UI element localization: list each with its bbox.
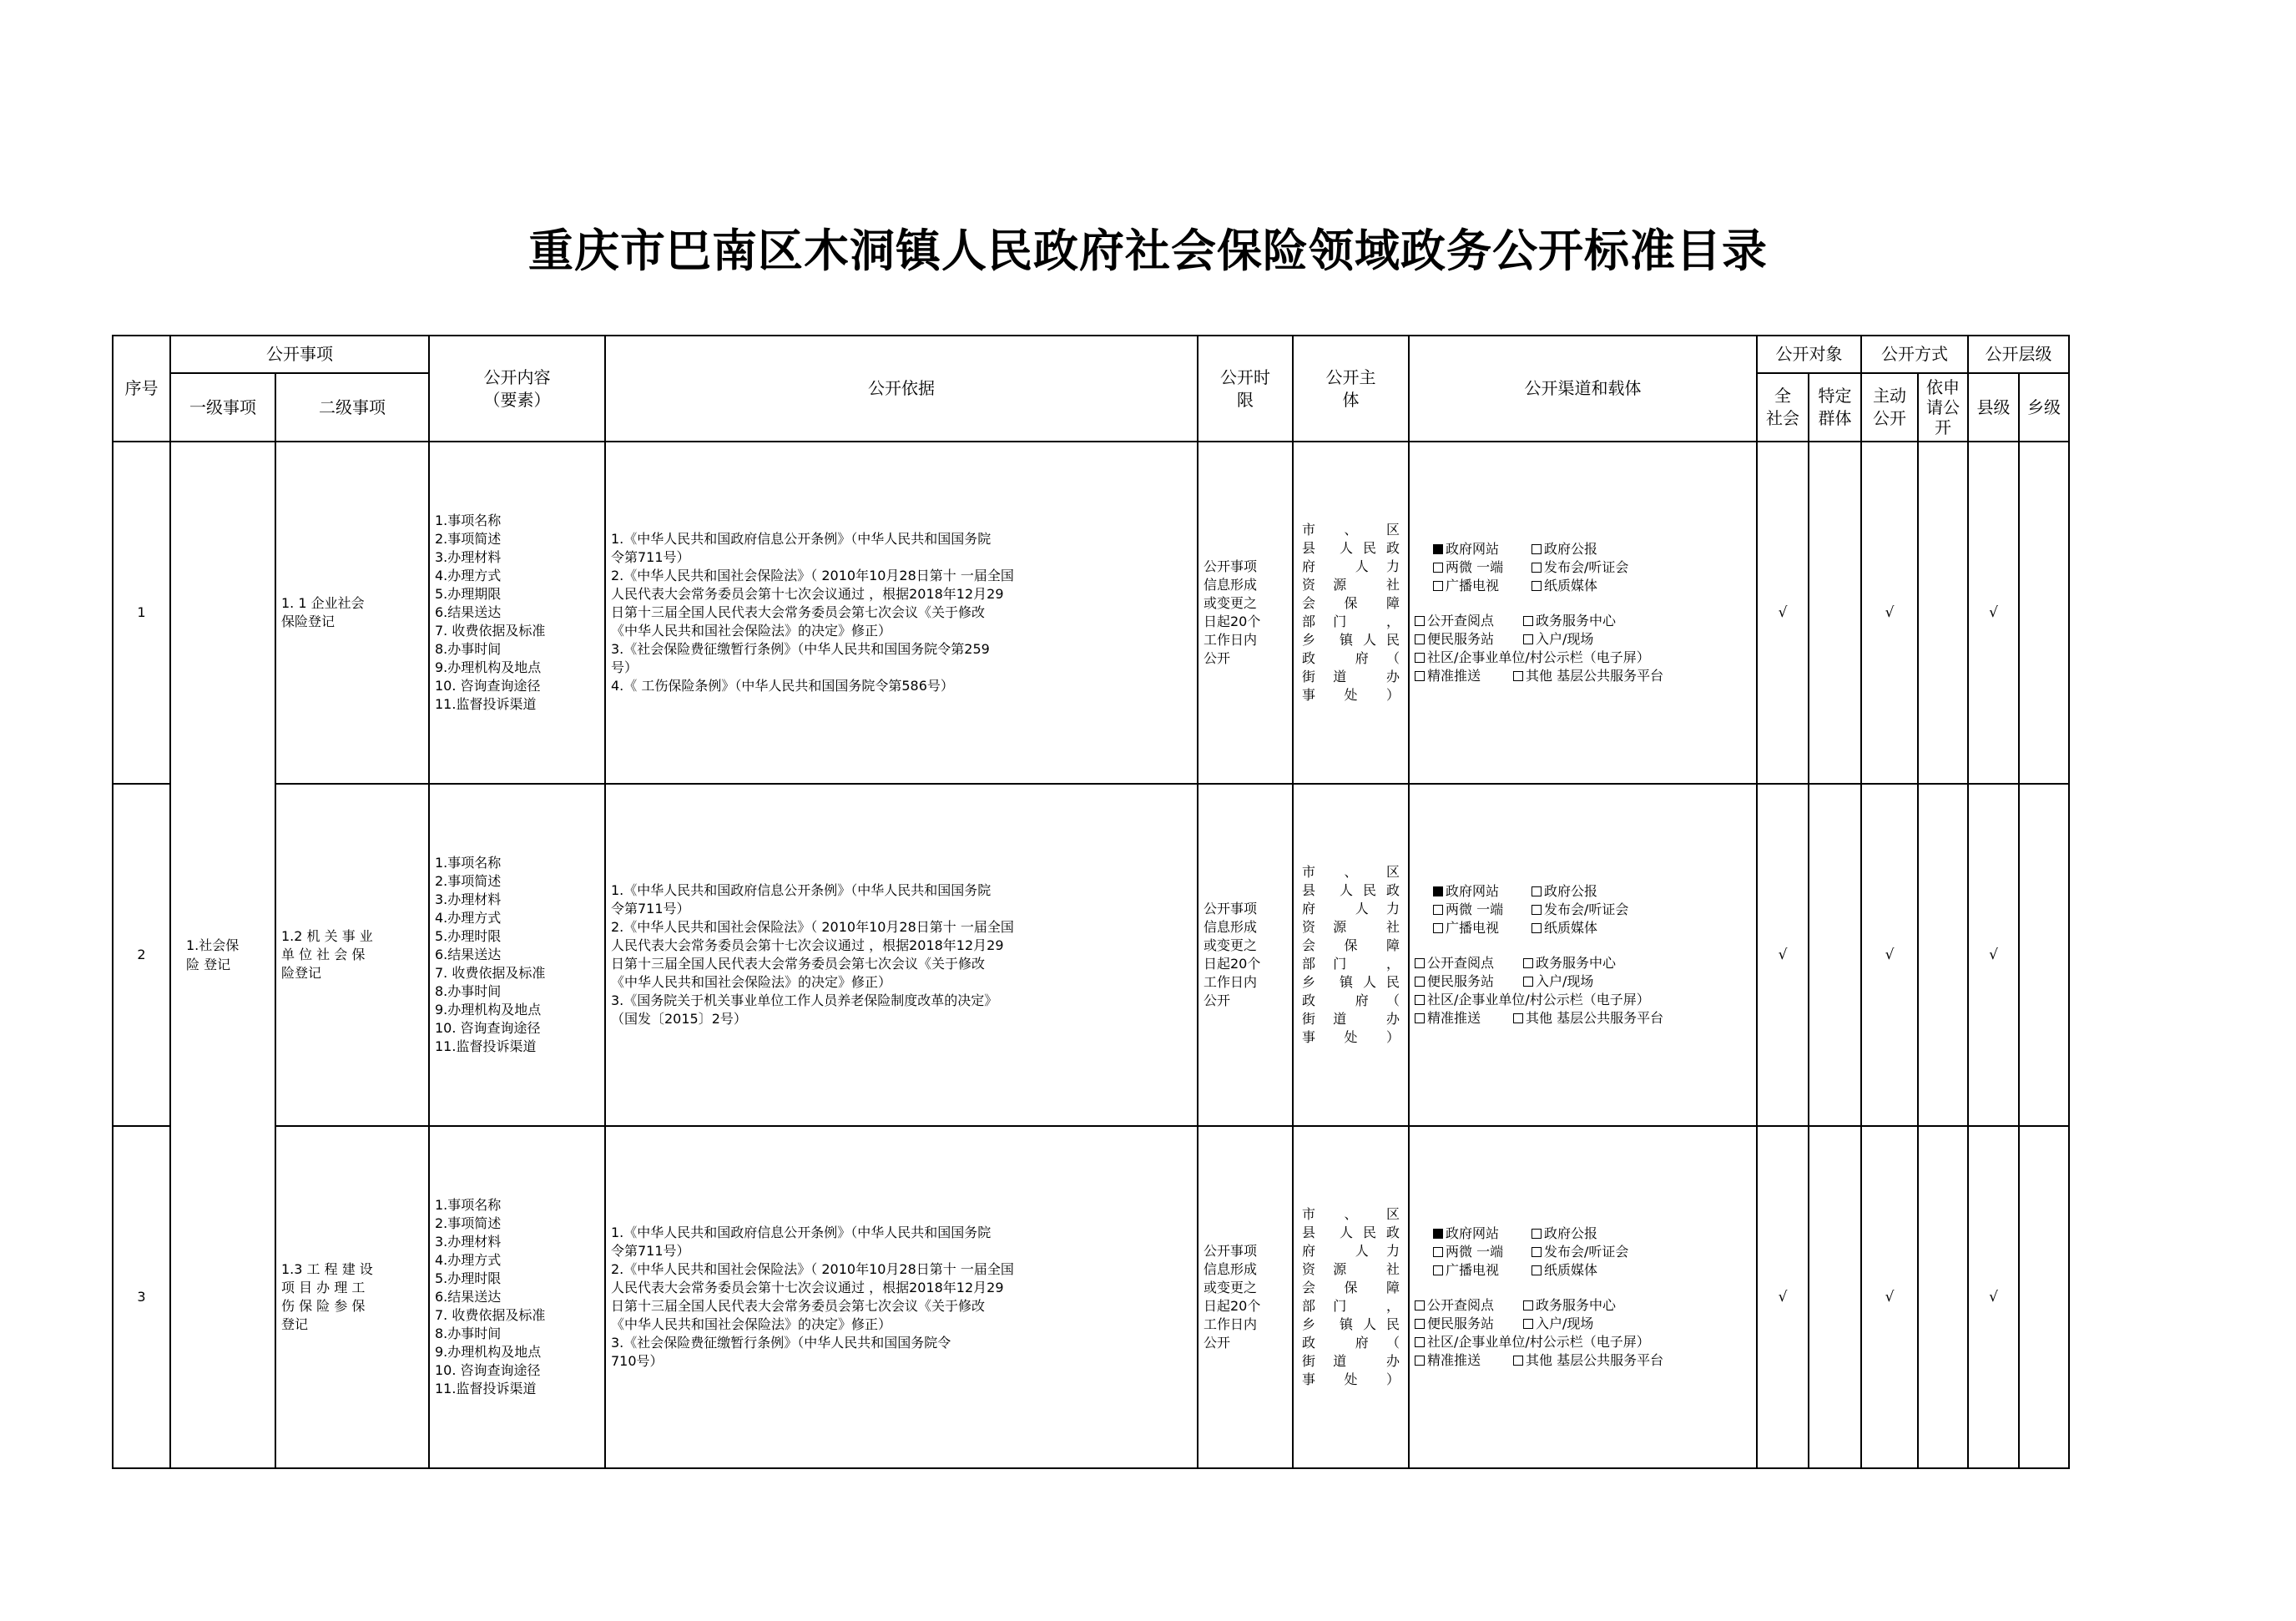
unchecked-box-icon	[1523, 616, 1533, 626]
text-line: 部门 ，	[1302, 956, 1400, 972]
text-line: 县 人民政	[1302, 1225, 1400, 1240]
channel-service-station[interactable]: 便民服务站	[1415, 630, 1523, 649]
text-line: 信息形成	[1204, 919, 1258, 935]
text-line: 人民代表大会常务委员会第十七次会议通过 ，根据2018年12月29	[611, 937, 1004, 953]
text-line: 令第711号）	[611, 1243, 690, 1259]
text-line: 事处）	[1302, 1371, 1400, 1387]
text-line: 710号）	[611, 1353, 664, 1369]
text-line: 县 人民政	[1302, 540, 1400, 556]
text-line: 2.《中华人民共和国社会保险法》（ 2010年10月28日第十 一届全国	[611, 1261, 1014, 1277]
channel-gov-website[interactable]: 政府网站	[1433, 540, 1532, 558]
check-level-town	[2019, 442, 2069, 784]
text-line: 日起20个	[1204, 956, 1261, 972]
header-time: 公开时 限	[1198, 336, 1293, 442]
channel-press-hearing[interactable]: 发布会/听证会	[1532, 558, 1628, 577]
channel-household[interactable]: 入户/现场	[1523, 1315, 1593, 1333]
unchecked-box-icon	[1415, 1013, 1425, 1023]
text-line: 9.办理机构及地点	[435, 1344, 542, 1360]
check-target-all: √	[1757, 442, 1809, 784]
unchecked-box-icon	[1415, 671, 1425, 681]
text-line: 街道 办	[1302, 1353, 1400, 1369]
text-line: 或变更之	[1204, 937, 1258, 953]
text-line: 市 、 区	[1302, 522, 1400, 538]
channel-other-platform[interactable]: 其他 基层公共服务平台	[1513, 667, 1663, 685]
text-line: 资源 社	[1302, 577, 1400, 593]
unchecked-box-icon	[1433, 923, 1443, 933]
header-level-county: 县级	[1968, 373, 2019, 442]
text-line: 8.办事时间	[435, 641, 502, 657]
channel-gov-website[interactable]: 政府网站	[1433, 1225, 1532, 1243]
unchecked-box-icon	[1532, 544, 1542, 554]
text-line: 1.《中华人民共和国政府信息公开条例》（中华人民共和国国务院	[611, 1225, 992, 1240]
checked-box-icon	[1433, 544, 1443, 554]
unchecked-box-icon	[1433, 905, 1443, 915]
header-target-all: 全 社会	[1757, 373, 1809, 442]
channel-service-station[interactable]: 便民服务站	[1415, 1315, 1523, 1333]
header-method-active: 主动 公开	[1861, 373, 1918, 442]
table-row	[113, 1126, 2069, 1468]
unchecked-box-icon	[1523, 958, 1533, 968]
header-matter: 公开事项	[170, 336, 429, 373]
channel-service-center[interactable]: 政务服务中心	[1523, 612, 1616, 630]
row-subject	[1293, 442, 1409, 784]
text-line: 乡 镇人民	[1302, 632, 1400, 648]
channel-service-station[interactable]: 便民服务站	[1415, 972, 1523, 991]
text-line: 3.《社会保险费征缴暂行条例》（中华人民共和国国务院令第259	[611, 641, 990, 657]
text-line: 2.事项简述	[435, 531, 502, 547]
channel-gov-gazette[interactable]: 政府公报	[1532, 540, 1597, 558]
check-level-town	[2019, 1126, 2069, 1468]
channel-two-micro[interactable]: 两微 一端	[1433, 901, 1532, 919]
text-line: 公开	[1204, 650, 1231, 666]
row-subject	[1293, 1126, 1409, 1468]
header-content: 公开内容 （要素）	[429, 336, 605, 442]
text-line: 10. 咨询查询途径	[435, 1020, 541, 1036]
check-target-specific	[1809, 442, 1861, 784]
text-line: 8.办事时间	[435, 983, 502, 999]
header-level: 公开层级	[1968, 336, 2069, 373]
text-line: 市 、 区	[1302, 864, 1400, 880]
text-line: 或变更之	[1204, 1280, 1258, 1295]
text-line: 府 人力	[1302, 901, 1400, 917]
text-line: 4.办理方式	[435, 910, 502, 926]
unchecked-box-icon	[1415, 977, 1425, 987]
unchecked-box-icon	[1523, 1319, 1533, 1329]
text-line: 人民代表大会常务委员会第十七次会议通过 ，根据2018年12月29	[611, 586, 1004, 602]
check-level-county: √	[1968, 784, 2019, 1126]
text-line: 资源 社	[1302, 1261, 1400, 1277]
channel-public-query[interactable]: 公开查阅点	[1415, 1296, 1523, 1315]
row-level2-item: 1.2 机 关 事 业 单 位 社 会 保 险登记	[275, 784, 429, 1126]
channel-broadcast-tv[interactable]: 广播电视	[1433, 1261, 1532, 1280]
channel-gov-gazette[interactable]: 政府公报	[1532, 1225, 1597, 1243]
row-time-limit	[1198, 442, 1293, 784]
unchecked-box-icon	[1532, 923, 1542, 933]
unchecked-box-icon	[1532, 581, 1542, 591]
text-line: 公开	[1204, 992, 1231, 1008]
text-line: 2.事项简述	[435, 1215, 502, 1231]
text-line: 政 府（	[1302, 992, 1400, 1008]
header-method-apply: 依申 请公 开	[1918, 373, 1968, 442]
page-title: 重庆市巴南区木洞镇人民政府社会保险领域政务公开标准目录	[528, 224, 1768, 277]
text-line: 事处）	[1302, 1029, 1400, 1045]
check-target-specific	[1809, 1126, 1861, 1468]
text-line: 11.监督投诉渠道	[435, 1038, 537, 1054]
text-line: 街道 办	[1302, 1011, 1400, 1027]
unchecked-box-icon	[1415, 616, 1425, 626]
check-method-active: √	[1861, 442, 1918, 784]
unchecked-box-icon	[1433, 563, 1443, 573]
text-line: 5.办理时限	[435, 928, 502, 944]
channel-household[interactable]: 入户/现场	[1523, 630, 1593, 649]
text-line: 或变更之	[1204, 595, 1258, 611]
channel-public-query[interactable]: 公开查阅点	[1415, 954, 1523, 972]
header-level2: 二级事项	[275, 373, 429, 442]
row-subject	[1293, 784, 1409, 1126]
unchecked-box-icon	[1415, 1319, 1425, 1329]
row-time-limit	[1198, 1126, 1293, 1468]
channel-service-center[interactable]: 政务服务中心	[1523, 1296, 1616, 1315]
channel-public-query[interactable]: 公开查阅点	[1415, 612, 1523, 630]
text-line: 7. 收费依据及标准	[435, 965, 546, 981]
text-line: 街道 办	[1302, 669, 1400, 684]
text-line: 工作日内	[1204, 974, 1258, 990]
row-time-limit	[1198, 784, 1293, 1126]
header-method: 公开方式	[1861, 336, 1968, 373]
channel-precise-push[interactable]: 精准推送	[1415, 1351, 1513, 1370]
unchecked-box-icon	[1415, 958, 1425, 968]
header-seq: 序号	[113, 336, 170, 442]
text-line: 1.《中华人民共和国政府信息公开条例》（中华人民共和国国务院	[611, 531, 992, 547]
channel-press-hearing[interactable]: 发布会/听证会	[1532, 901, 1628, 919]
text-line: 3.办理材料	[435, 549, 502, 565]
text-line: 日起20个	[1204, 614, 1261, 629]
text-line: 6.结果送达	[435, 947, 502, 962]
unchecked-box-icon	[1532, 886, 1542, 896]
text-line: 日第十三届全国人民代表大会常务委员会第七次会议《关于修改	[611, 956, 986, 972]
channel-broadcast-tv[interactable]: 广播电视	[1433, 577, 1532, 595]
channel-precise-push[interactable]: 精准推送	[1415, 667, 1513, 685]
text-line: 《中华人民共和国社会保险法》的决定》修正）	[611, 623, 892, 639]
row-content-elements	[429, 1126, 605, 1468]
text-line: 9.办理机构及地点	[435, 659, 542, 675]
check-target-all: √	[1757, 784, 1809, 1126]
check-method-active: √	[1861, 784, 1918, 1126]
channel-paper-media[interactable]: 纸质媒体	[1532, 577, 1597, 595]
text-line: 人民代表大会常务委员会第十七次会议通过 ，根据2018年12月29	[611, 1280, 1004, 1295]
row-channels	[1409, 1126, 1757, 1468]
check-level-town	[2019, 784, 2069, 1126]
text-line: 市 、 区	[1302, 1206, 1400, 1222]
text-line: 10. 咨询查询途径	[435, 1362, 541, 1378]
text-line: 政 府（	[1302, 650, 1400, 666]
text-line: 令第711号）	[611, 901, 690, 917]
channel-community-board[interactable]: 社区/企事业单位/村公示栏（电子屏）	[1415, 649, 1650, 667]
row-seq: 1	[113, 442, 170, 784]
unchecked-box-icon	[1415, 1300, 1425, 1310]
text-line: 公开事项	[1204, 1243, 1258, 1259]
unchecked-box-icon	[1532, 1265, 1542, 1275]
text-line: 11.监督投诉渠道	[435, 1381, 537, 1396]
row-level1-item: 1.社会保 险 登记	[170, 442, 275, 1468]
text-line: 会保障	[1302, 937, 1400, 953]
text-line: 日第十三届全国人民代表大会常务委员会第七次会议《关于修改	[611, 1298, 986, 1314]
row-basis	[605, 784, 1198, 1126]
check-level-county: √	[1968, 1126, 2019, 1468]
unchecked-box-icon	[1433, 581, 1443, 591]
unchecked-box-icon	[1433, 1265, 1443, 1275]
text-line: 《中华人民共和国社会保险法》的决定》修正）	[611, 974, 892, 990]
text-line: 10. 咨询查询途径	[435, 678, 541, 694]
text-line: 《中华人民共和国社会保险法》的决定》修正）	[611, 1316, 892, 1332]
text-line: 工作日内	[1204, 1316, 1258, 1332]
channel-household[interactable]: 入户/现场	[1523, 972, 1593, 991]
text-line: 会保障	[1302, 1280, 1400, 1295]
text-line: 事处）	[1302, 687, 1400, 703]
text-line: 令第711号）	[611, 549, 690, 565]
unchecked-box-icon	[1513, 1013, 1523, 1023]
row-seq: 2	[113, 784, 170, 1126]
check-target-specific	[1809, 784, 1861, 1126]
unchecked-box-icon	[1513, 1356, 1523, 1366]
text-line: 乡 镇人民	[1302, 1316, 1400, 1332]
text-line: 6.结果送达	[435, 1289, 502, 1305]
unchecked-box-icon	[1532, 563, 1542, 573]
unchecked-box-icon	[1513, 671, 1523, 681]
check-method-active: √	[1861, 1126, 1918, 1468]
channel-two-micro[interactable]: 两微 一端	[1433, 1243, 1532, 1261]
text-line: 公开事项	[1204, 901, 1258, 917]
channel-broadcast-tv[interactable]: 广播电视	[1433, 919, 1532, 937]
text-line: 部门 ，	[1302, 614, 1400, 629]
channel-two-micro[interactable]: 两微 一端	[1433, 558, 1532, 577]
text-line: 6.结果送达	[435, 604, 502, 620]
unchecked-box-icon	[1433, 1247, 1443, 1257]
unchecked-box-icon	[1523, 634, 1533, 644]
text-line: 5.办理时限	[435, 1270, 502, 1286]
text-line: 公开事项	[1204, 558, 1258, 574]
text-line: 1.事项名称	[435, 855, 502, 871]
text-line: 府 人力	[1302, 558, 1400, 574]
row-level2-item: 1.3 工 程 建 设 项 目 办 理 工 伤 保 险 参 保 登记	[275, 1126, 429, 1468]
channel-community-board[interactable]: 社区/企事业单位/村公示栏（电子屏）	[1415, 991, 1650, 1009]
text-line: 政 府（	[1302, 1335, 1400, 1351]
check-target-all: √	[1757, 1126, 1809, 1468]
text-line: 县 人民政	[1302, 882, 1400, 898]
text-line: 7. 收费依据及标准	[435, 1307, 546, 1323]
unchecked-box-icon	[1415, 653, 1425, 663]
text-line: 信息形成	[1204, 577, 1258, 593]
unchecked-box-icon	[1523, 1300, 1533, 1310]
channel-service-center[interactable]: 政务服务中心	[1523, 954, 1616, 972]
checked-box-icon	[1433, 1229, 1443, 1239]
row-channels	[1409, 442, 1757, 784]
text-line: 2.事项简述	[435, 873, 502, 889]
row-basis	[605, 1126, 1198, 1468]
channel-other-platform[interactable]: 其他 基层公共服务平台	[1513, 1351, 1663, 1370]
channel-precise-push[interactable]: 精准推送	[1415, 1009, 1513, 1028]
row-level2-item: 1. 1 企业社会 保险登记	[275, 442, 429, 784]
channel-paper-media[interactable]: 纸质媒体	[1532, 1261, 1597, 1280]
text-line: 日起20个	[1204, 1298, 1261, 1314]
text-line: 9.办理机构及地点	[435, 1002, 542, 1018]
channel-gov-gazette[interactable]: 政府公报	[1532, 882, 1597, 901]
unchecked-box-icon	[1523, 977, 1533, 987]
text-line: 号）	[611, 659, 638, 675]
row-content-elements	[429, 784, 605, 1126]
text-line: （国发〔2015〕2号）	[611, 1011, 747, 1027]
unchecked-box-icon	[1415, 1337, 1425, 1347]
row-basis	[605, 442, 1198, 784]
header-subject: 公开主 体	[1293, 336, 1409, 442]
text-line: 8.办事时间	[435, 1326, 502, 1341]
text-line: 3.《社会保险费征缴暂行条例》（中华人民共和国国务院令	[611, 1335, 951, 1351]
text-line: 3.办理材料	[435, 891, 502, 907]
header-basis: 公开依据	[605, 336, 1198, 442]
row-seq: 3	[113, 1126, 170, 1468]
checked-box-icon	[1433, 886, 1443, 896]
text-line: 3.《国务院关于机关事业单位工作人员养老保险制度改革的决定》	[611, 992, 998, 1008]
text-line: 11.监督投诉渠道	[435, 696, 537, 712]
text-line: 部门 ，	[1302, 1298, 1400, 1314]
unchecked-box-icon	[1415, 1356, 1425, 1366]
text-line: 2.《中华人民共和国社会保险法》（ 2010年10月28日第十 一届全国	[611, 568, 1014, 583]
text-line: 2.《中华人民共和国社会保险法》（ 2010年10月28日第十 一届全国	[611, 919, 1014, 935]
text-line: 信息形成	[1204, 1261, 1258, 1277]
channel-community-board[interactable]: 社区/企事业单位/村公示栏（电子屏）	[1415, 1333, 1650, 1351]
check-level-county: √	[1968, 442, 2019, 784]
table-rows	[113, 442, 2069, 1468]
header-level1: 一级事项	[170, 373, 275, 442]
catalog-table	[112, 335, 2070, 1469]
unchecked-box-icon	[1415, 634, 1425, 644]
text-line: 1.事项名称	[435, 513, 502, 528]
channel-press-hearing[interactable]: 发布会/听证会	[1532, 1243, 1628, 1261]
text-line: 日第十三届全国人民代表大会常务委员会第七次会议《关于修改	[611, 604, 986, 620]
channel-other-platform[interactable]: 其他 基层公共服务平台	[1513, 1009, 1663, 1028]
text-line: 1.事项名称	[435, 1197, 502, 1213]
check-method-apply	[1918, 784, 1968, 1126]
unchecked-box-icon	[1415, 995, 1425, 1005]
table-row	[113, 442, 2069, 784]
unchecked-box-icon	[1532, 1247, 1542, 1257]
text-line: 7. 收费依据及标准	[435, 623, 546, 639]
text-line: 工作日内	[1204, 632, 1258, 648]
unchecked-box-icon	[1532, 905, 1542, 915]
check-method-apply	[1918, 1126, 1968, 1468]
check-method-apply	[1918, 442, 1968, 784]
text-line: 公开	[1204, 1335, 1231, 1351]
row-content-elements	[429, 442, 605, 784]
text-line: 乡 镇人民	[1302, 974, 1400, 990]
header-level-town: 乡级	[2019, 373, 2069, 442]
header-target: 公开对象	[1757, 336, 1861, 373]
text-line: 3.办理材料	[435, 1234, 502, 1250]
unchecked-box-icon	[1532, 1229, 1542, 1239]
row-channels	[1409, 784, 1757, 1126]
text-line: 资源 社	[1302, 919, 1400, 935]
text-line: 4.《 工伤保险条例》（中华人民共和国国务院令第586号）	[611, 678, 954, 694]
text-line: 1.《中华人民共和国政府信息公开条例》（中华人民共和国国务院	[611, 882, 992, 898]
text-line: 4.办理方式	[435, 568, 502, 583]
text-line: 4.办理方式	[435, 1252, 502, 1268]
text-line: 府 人力	[1302, 1243, 1400, 1259]
header-target-specific: 特定 群体	[1809, 373, 1861, 442]
header-channels: 公开渠道和载体	[1409, 336, 1757, 442]
channel-gov-website[interactable]: 政府网站	[1433, 882, 1532, 901]
text-line: 5.办理期限	[435, 586, 502, 602]
channel-paper-media[interactable]: 纸质媒体	[1532, 919, 1597, 937]
table-row	[113, 784, 2069, 1126]
text-line: 会保障	[1302, 595, 1400, 611]
